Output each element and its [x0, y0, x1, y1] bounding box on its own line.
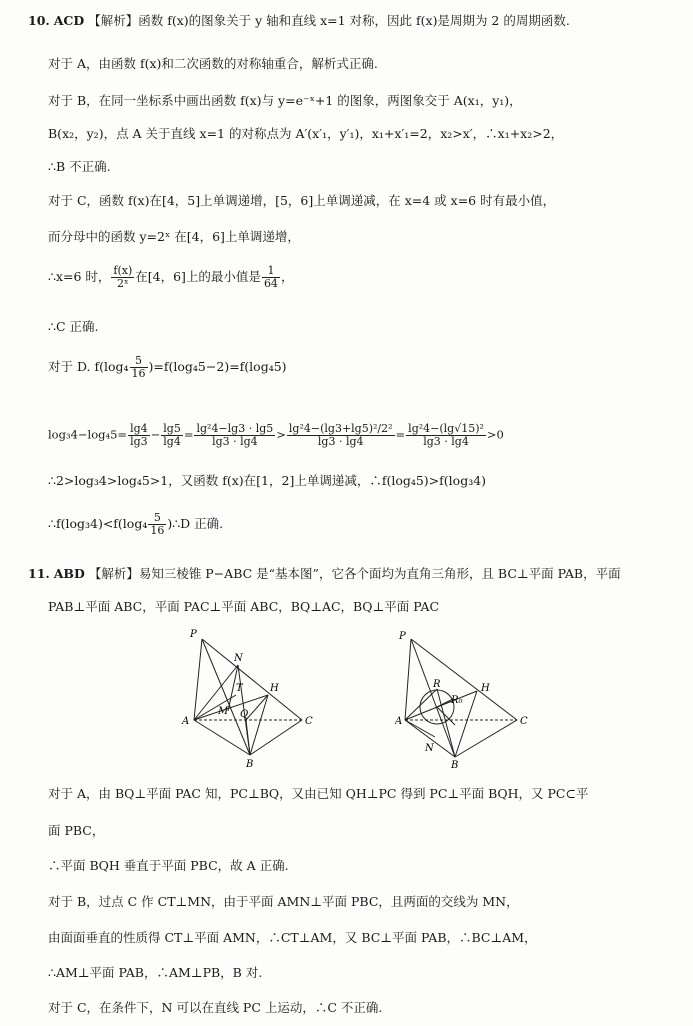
denominator: 16 — [131, 367, 146, 380]
numerator: lg5 — [163, 422, 181, 435]
fraction — [161, 423, 183, 448]
denominator: lg3 · lg4 — [423, 435, 469, 448]
denominator: 64 — [263, 277, 278, 290]
q11-line2: PAB⊥平面 ABC，平面 PAC⊥平面 ABC，BQ⊥AC，BQ⊥平面 PAC — [48, 599, 440, 614]
label-B: B — [246, 759, 254, 770]
q11-heading-text: 【解析】易知三棱锥 P−ABC 是“基本图”，它各个面均为直角三角形，且 BC⊥平面 PAB，平面 — [88, 566, 621, 581]
label-B: B — [451, 760, 459, 770]
numerator: lg²4−(lg3+lg5)²/2² — [288, 422, 393, 435]
numerator: lg²4−lg3 · lg5 — [196, 422, 274, 435]
q10-option-d-line3: ∴2>log₃4>log₄5>1，又函数 f(x)在[1，2]上单调递减，∴f(log₄5)>f(log₃4) — [48, 473, 487, 488]
q10-option-c-conclusion: ∴C 正确. — [48, 319, 99, 334]
label-N: N — [425, 743, 434, 754]
text-segment: 对于 D. f(log₄ — [48, 359, 129, 374]
text-segment: > — [276, 427, 286, 442]
fraction — [130, 355, 148, 380]
figure-2-svg — [395, 625, 535, 770]
q10-option-d-inequality — [48, 423, 504, 448]
q10-option-b-line2: B(x₂，y₂)，点 A 关于直线 x=1 的对称点为 A′(x′₁，y′₁)，x₁+x′₁=2，x₂>x′，∴x₁+x₂>2， — [48, 126, 564, 141]
label-R0: R₀ — [451, 695, 463, 706]
numerator: 1 — [262, 265, 280, 278]
fraction — [262, 265, 280, 290]
label-P: P — [399, 631, 406, 642]
q10-heading-text: 【解析】函数 f(x)的图象关于 y 轴和直线 x=1 对称，因此 f(x)是周期为 2 的周期函数. — [88, 13, 570, 28]
label-A: A — [182, 716, 190, 727]
label-T: T — [236, 683, 243, 694]
q11-option-b-line2: 由面面垂直的性质得 CT⊥平面 AMN，∴CT⊥AM，又 BC⊥平面 PAB，∴BC⊥AM， — [48, 930, 537, 945]
fraction — [287, 423, 395, 448]
figure-tetrahedron-2 — [395, 625, 535, 774]
q11-option-c: 对于 C，在条件下，N 可以在直线 PC 上运动，∴C 不正确. — [48, 1000, 383, 1015]
figure-1-svg — [180, 625, 320, 770]
fraction — [128, 423, 150, 448]
text-segment: ∴f(log₃4)<f(log₄ — [48, 516, 148, 531]
q10-option-a: 对于 A，由函数 f(x)和二次函数的对称轴重合，解析式正确. — [48, 56, 378, 71]
q11-option-b-conclusion: ∴AM⊥平面 PAB，∴AM⊥PB，B 对. — [48, 965, 263, 980]
q10-option-c-line1: 对于 C，函数 f(x)在[4，5]上单调递增，[5，6]上单调递减，在 x=4 或 x=6 时有最小值， — [48, 193, 556, 208]
numerator: lg²4−(lg√15)² — [408, 422, 484, 435]
fraction — [406, 423, 486, 448]
q11-answer: ABD — [53, 566, 85, 581]
text-segment: )=f(log₄5−2)=f(log₄5) — [148, 359, 287, 374]
denominator: lg3 — [130, 435, 148, 448]
denominator: 16 — [150, 524, 165, 537]
numerator: 5 — [148, 512, 166, 525]
numerator: 5 — [130, 355, 148, 368]
text-segment: 在[4，6]上的最小值是 — [135, 269, 261, 284]
denominator: 2ˣ — [117, 277, 129, 290]
label-A: A — [395, 716, 403, 727]
text-segment: − — [150, 427, 161, 442]
text-segment: ， — [280, 269, 294, 284]
label-C: C — [520, 716, 528, 727]
text-segment: = — [395, 427, 406, 442]
fraction — [194, 423, 275, 448]
q11-option-a-line2: 面 PBC， — [48, 823, 105, 838]
fraction — [148, 512, 166, 537]
q11-option-a-conclusion: ∴平面 BQH 垂直于平面 PBC，故 A 正确. — [48, 858, 289, 873]
q10-option-d-line1 — [48, 355, 287, 380]
label-P: P — [190, 629, 197, 640]
label-H: H — [270, 683, 279, 694]
fraction — [111, 265, 134, 290]
q10-option-c-line2: 而分母中的函数 y=2ˣ 在[4，6]上单调递增， — [48, 229, 300, 244]
q11-option-b-line1: 对于 B，过点 C 作 CT⊥MN，由于平面 AMN⊥平面 PBC，且两面的交线为 MN， — [48, 894, 519, 909]
text-segment: log₃4−log₄5= — [48, 427, 128, 442]
q10-option-d-conclusion — [48, 512, 223, 537]
q10-option-c-line3 — [48, 265, 293, 290]
q11-option-a-line1: 对于 A，由 BQ⊥平面 PAC 知，PC⊥BQ，又由已知 QH⊥PC 得到 PC⊥平面 BQH，又 PC⊂平 — [48, 786, 589, 801]
label-R: R — [433, 679, 441, 690]
q11-heading — [28, 565, 621, 583]
text-segment: ∴x=6 时， — [48, 269, 111, 284]
q10-number: 10. — [28, 13, 50, 28]
label-Q: Q — [240, 709, 249, 720]
text-segment: )∴D 正确. — [167, 516, 224, 531]
numerator: lg4 — [130, 422, 148, 435]
label-C: C — [305, 716, 313, 727]
text-segment: >0 — [486, 427, 504, 442]
denominator: lg3 · lg4 — [317, 435, 364, 448]
denominator: lg3 · lg4 — [212, 435, 258, 448]
denominator: lg4 — [163, 435, 181, 448]
q10-option-b-line1: 对于 B，在同一坐标系中画出函数 f(x)与 y=e⁻ˣ+1 的图象，两图象交于 A(x₁，y₁)， — [48, 93, 522, 108]
q11-number: 11. — [28, 566, 50, 581]
numerator: f(x) — [113, 264, 133, 277]
text-segment: = — [183, 427, 194, 442]
label-N: N — [234, 653, 243, 664]
q10-option-b-conclusion: ∴B 不正确. — [48, 159, 111, 174]
figure-tetrahedron-1 — [180, 625, 320, 774]
label-H: H — [481, 683, 490, 694]
q10-answer: ACD — [53, 13, 85, 28]
q10-heading — [28, 12, 570, 30]
label-M: M — [218, 706, 229, 717]
